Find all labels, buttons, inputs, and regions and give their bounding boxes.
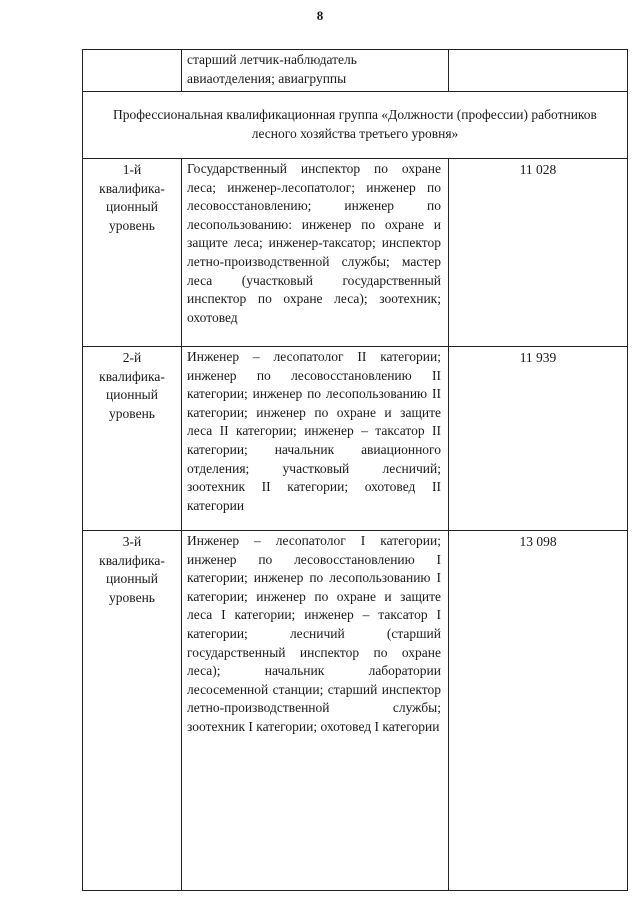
level-line: уровень [109, 589, 155, 605]
table-row [83, 159, 628, 347]
level-cell [83, 50, 182, 92]
level-line: ционный [106, 571, 158, 587]
level-cell [83, 159, 182, 347]
level-line: уровень [109, 217, 155, 233]
table-row [83, 347, 628, 531]
level-line: квалифика- [99, 552, 165, 568]
level-cell [83, 531, 182, 891]
level-line: ционный [106, 199, 158, 215]
level-line: ционный [106, 387, 158, 403]
positions-cell: Инженер – лесопатолог II категории; инженер по лесовосстановлению II категории; инженер по лесопользованию II категории; инженер по охране и защите леса II категории; инженер – таксатор II категории; начальник авиационного отделения; участковый лесничий; зоотехник II категории; охотовед II категории [182, 347, 449, 531]
positions-cell: Государственный инспектор по охране леса; инженер-лесопатолог; инженер по лесовосстановлению; инженер по лесопользованию: инженер по охране и защите леса; инженер-таксатор; инспектор летно-производственной службы; мастер леса (участковый государственный инспектор по охране леса); зоотехник; охотовед [182, 159, 449, 347]
group-header-row [83, 92, 628, 159]
level-line: 1-й [122, 162, 142, 177]
table-row [83, 531, 628, 891]
level-line: квалифика- [99, 368, 165, 384]
group-title: Профессиональная квалификационная группа «Должности (профессии) работников лесного хозяйства третьего уровня» [83, 92, 628, 159]
positions-cell: старший летчик-наблюдатель авиаотделения; авиагруппы [182, 50, 449, 92]
page-number: 8 [316, 8, 324, 23]
salary-cell: 11 028 [449, 159, 628, 347]
level-line: квалифика- [99, 180, 165, 196]
level-cell [83, 347, 182, 531]
positions-cell: Инженер – лесопатолог I категории; инженер по лесовосстановлению I категории; инженер по лесопользованию I категории; инженер по охране и защите леса I категории; инженер – таксатор I категории; лесничий (старший государственный инспектор по охране леса); начальник лаборатории лесосеменной станции; старший инспектор летно-производственной службы; зоотехник I категории; охотовед I категории [182, 531, 449, 891]
level-line: 2-й [122, 350, 142, 365]
salary-cell: 13 098 [449, 531, 628, 891]
level-line: уровень [109, 405, 155, 421]
salary-cell [449, 50, 628, 92]
salary-table [82, 49, 628, 891]
level-line: 3-й [122, 534, 142, 549]
continuation-row [83, 50, 628, 92]
salary-cell: 11 939 [449, 347, 628, 531]
